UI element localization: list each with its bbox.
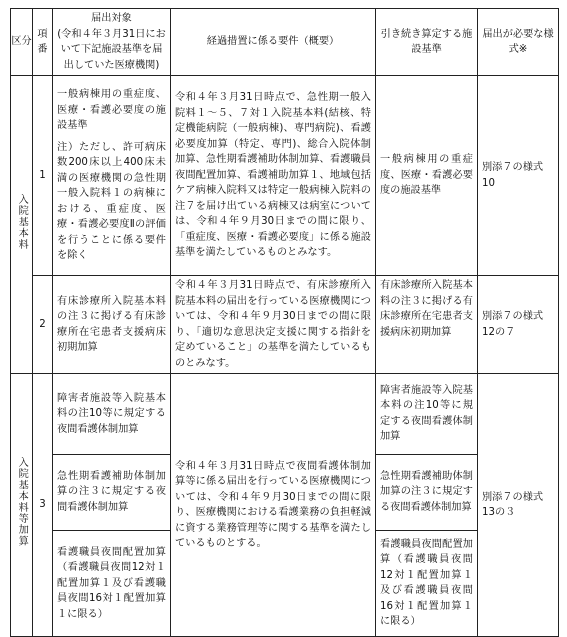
target-note: 注）ただし、許可病床数200床以上400床未満の医療機関の急性期一般入院料１の病棟における、重症度、医療・看護必要度Ⅱの評価を行うことに係る要件を除く	[57, 141, 166, 262]
continued-cell: 有床診療所入院基本料の注３に掲げる有床診療所在宅患者支援病床初期加算	[376, 276, 478, 374]
header-requirement: 経過措置に係る要件（概要）	[171, 9, 376, 76]
form-cell: 別添７の様式12の７	[478, 276, 559, 374]
target-cell: 有床診療所入院基本料の注３に掲げる有床診療所在宅患者支援病床初期加算	[53, 276, 171, 374]
target-cell	[53, 374, 171, 637]
continued-cell: 一般病棟用の重症度、医療・看護必要度の施設基準	[376, 76, 478, 276]
item-no-cell: 2	[33, 276, 53, 374]
header-item-no-label: 項番	[37, 28, 48, 55]
header-continued: 引き続き算定する施設基準	[376, 9, 478, 76]
target-subitem: 急性期看護補助体制加算の注３に規定する夜間看護体制加算	[53, 454, 170, 530]
form-cell: 別添７の様式13の３	[478, 374, 559, 637]
transition-measures-table	[10, 8, 559, 637]
category-label: 入院基本料	[16, 193, 28, 250]
continued-subitem: 急性期看護補助体制加算の注３に規定する夜間看護体制加算	[376, 454, 477, 530]
continued-cell	[376, 374, 478, 637]
continued-subitem: 看護職員夜間配置加算（看護職員夜間12対１配置加算１及び看護職員夜間16対１配置加算１に限る）	[380, 538, 473, 628]
item-no-cell: 1	[33, 76, 53, 276]
continued-subitem: 障害者施設等入院基本料の注10等に規定する夜間看護体制加算	[376, 374, 477, 454]
target-text: 一般病棟用の重症度、医療・看護必要度の施設基準	[57, 89, 166, 132]
item-no-cell: 3	[33, 374, 53, 637]
table-row	[11, 276, 559, 374]
header-category-label: 区分	[11, 36, 32, 48]
header-target: 届出対象 (令和４年３月31日において下記施設基準を届出していた医療機関)	[53, 9, 171, 76]
table-row	[11, 76, 559, 276]
requirement-cell: 令和４年３月31日時点で、急性期一般入院料１～５、７対１入院基本料(結核、特定機能病院（一般病棟)、専門病院)、看護必要度加算（特定、専門)、総合入院体制加算、急性期看護補助体制加算、看護職員夜間配置加算、看護補助加算１、地域包括ケア病棟入院料又は特定一般病棟入院料の注７を届け出ている病棟又は病室については、令和４年９月30日までの間に限り、「重症度、医療・看護必要度」に係る施設基準を満たしているものとみなす。	[171, 76, 376, 276]
header-item-no	[33, 9, 53, 76]
category-label: 入院基本料等加算	[16, 457, 28, 548]
requirement-cell: 令和４年３月31日時点で夜間看護体制加算等に係る届出を行っている医療機関については、令和４年９月30日までの間に限り、医療機関における看護業務の負担軽減に資する業務管理等に関する基準を満たしているものとする。	[171, 374, 376, 637]
target-cell	[53, 76, 171, 276]
target-subtable	[53, 374, 170, 636]
form-cell: 別添７の様式10	[478, 76, 559, 276]
header-form: 届出が必要な様式※	[478, 9, 559, 76]
category-cell	[11, 374, 33, 637]
target-subitem: 障害者施設等入院基本料の注10等に規定する夜間看護体制加算	[53, 374, 170, 454]
requirement-cell: 令和４年３月31日時点で、有床診療所入院基本料の届出を行っている医療機関については、令和４年９月30日までの間に限り、「適切な意思決定支援に関する指針を定めていること」の基準を満たしているものとみなす。	[171, 276, 376, 374]
continued-subtable	[376, 374, 477, 636]
header-category	[11, 9, 33, 76]
category-cell	[11, 76, 33, 374]
target-subitem: 看護職員夜間配置加算（看護職員夜間12対１配置加算１及び看護職員夜間16対１配置加算１に限る）	[57, 546, 166, 620]
table-row	[11, 374, 559, 637]
header-row	[11, 9, 559, 76]
